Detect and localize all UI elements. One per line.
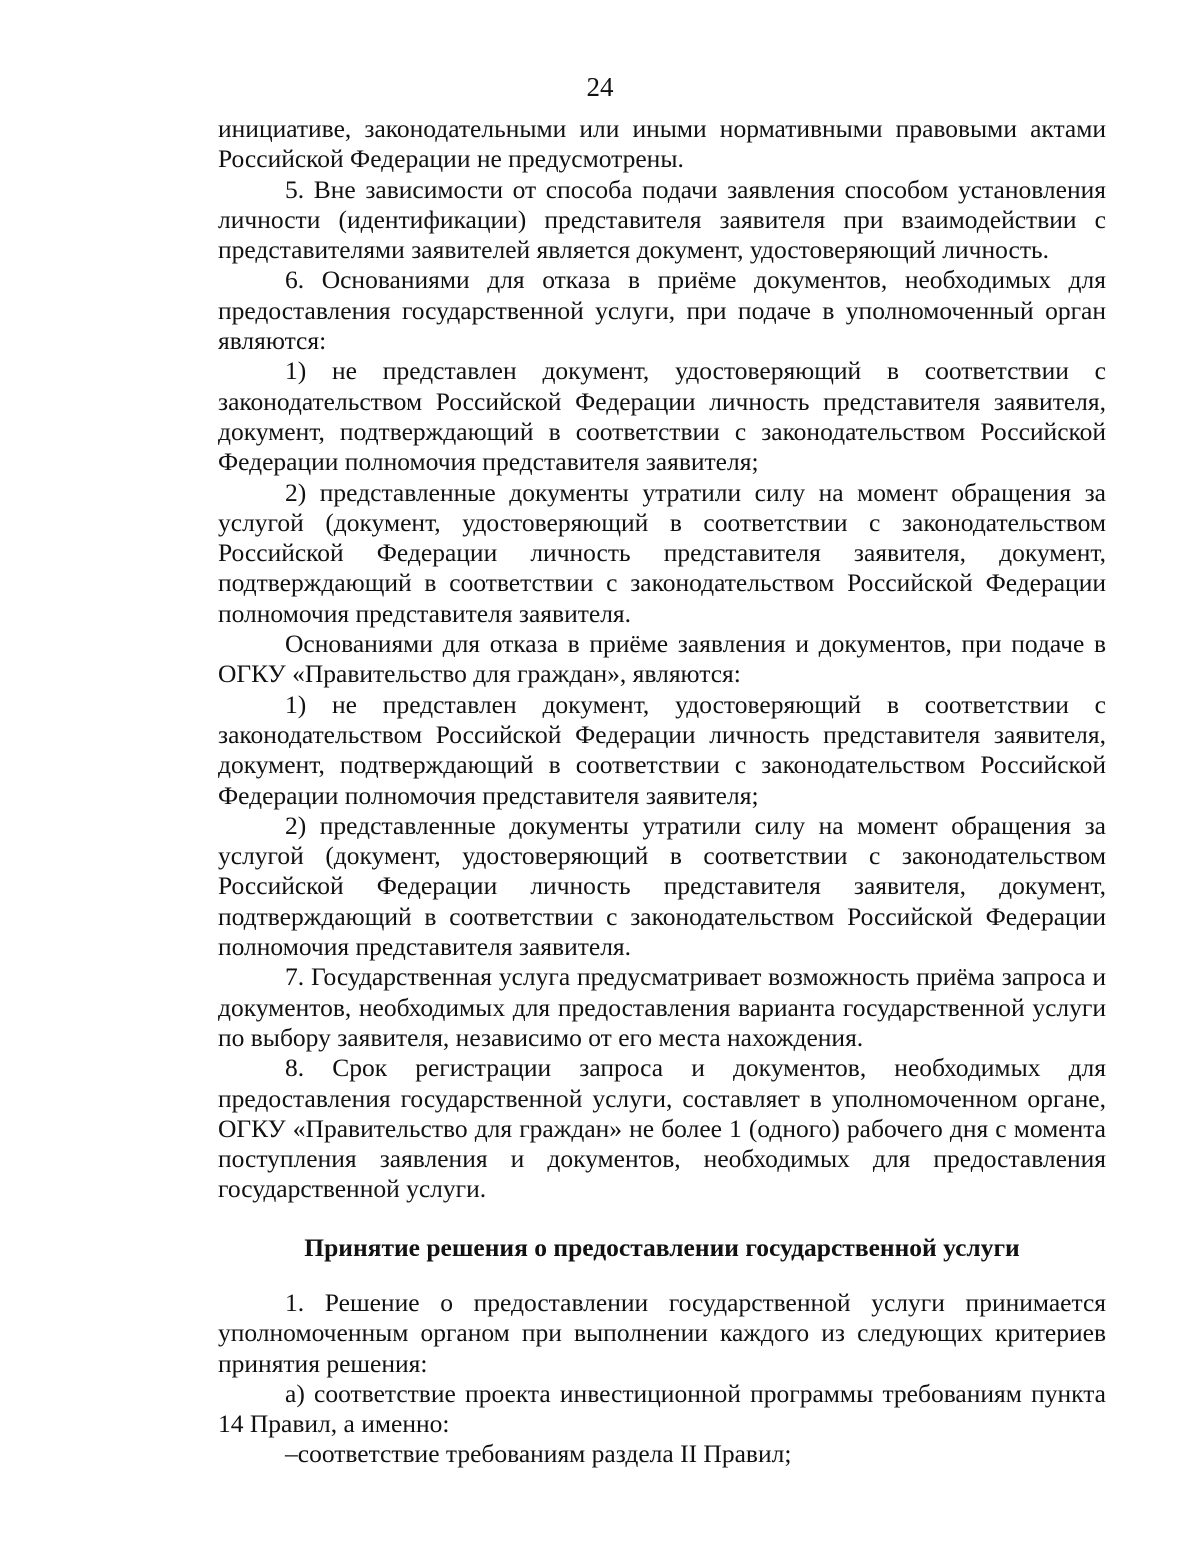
dash-list-item: –соответствие требованиям раздела II Правил; bbox=[285, 1439, 792, 1469]
paragraph-subitem-1: 1) не представлен документ, удостоверяющий в соответствии с законодательством Российской Федерации личность представителя заявителя, документ, подтверждающий в соответствии с законодательством Российской Федерации полномочия представителя заявителя; bbox=[218, 356, 1106, 477]
paragraph-ogku-grounds: Основаниями для отказа в приёме заявления и документов, при подаче в ОГКУ «Правительство для граждан», являются: bbox=[218, 629, 1106, 689]
paragraph-continuation: инициативе, законодательными или иными нормативными правовыми актами Российской Федерации не предусмотрены. bbox=[218, 114, 1106, 174]
paragraph-item-6: 6. Основаниями для отказа в приёме документов, необходимых для предоставления государственной услуги, при подаче в уполномоченный орган являются: bbox=[218, 265, 1106, 356]
paragraph-item-7: 7. Государственная услуга предусматривает возможность приёма запроса и документов, необходимых для предоставления варианта государственной услуги по выбору заявителя, независимо от его места нахождения. bbox=[218, 962, 1106, 1052]
paragraph-subitem-2: 2) представленные документы утратили силу на момент обращения за услугой (документ, удостоверяющий в соответствии с законодательством Российской Федерации личность представителя заявителя, документ, подтверждающий в соответствии с законодательством Российской Федерации полномочия представителя заявителя. bbox=[218, 477, 1106, 628]
document-body bbox=[218, 114, 1106, 1470]
paragraph-item-8: 8. Срок регистрации запроса и документов, необходимых для предоставления государственной услуги, составляет в уполномоченном органе, ОГКУ «Правительство для граждан» не более 1 (одного) рабочего дня с момента поступления заявления и документов, необходимых для предоставления государственной услуги. bbox=[218, 1053, 1106, 1204]
paragraph-decision-1: 1. Решение о предоставлении государственной услуги принимается уполномоченным органом при выполнении каждого из следующих критериев принятия решения: bbox=[218, 1287, 1106, 1378]
paragraph-ogku-subitem-1: 1) не представлен документ, удостоверяющий в соответствии с законодательством Российской Федерации личность представителя заявителя, документ, подтверждающий в соответствии с законодательством Российской Федерации полномочия представителя заявителя; bbox=[218, 689, 1106, 810]
paragraph-item-5: 5. Вне зависимости от способа подачи заявления способом установления личности (идентификации) представителя заявителя при взаимодействии с представителями заявителей является документ, удостоверяющий личность. bbox=[218, 174, 1106, 265]
paragraph-ogku-subitem-2: 2) представленные документы утратили силу на момент обращения за услугой (документ, удостоверяющий в соответствии с законодательством Российской Федерации личность представителя заявителя, документ, подтверждающий в соответствии с законодательством Российской Федерации полномочия представителя заявителя. bbox=[218, 810, 1106, 962]
paragraph-decision-a: а) соответствие проекта инвестиционной программы требованиям пункта 14 Правил, а именно: bbox=[218, 1378, 1106, 1439]
section-heading: Принятие решения о предоставлении государственной услуги bbox=[304, 1232, 1020, 1262]
page-number: 24 bbox=[586, 72, 614, 102]
